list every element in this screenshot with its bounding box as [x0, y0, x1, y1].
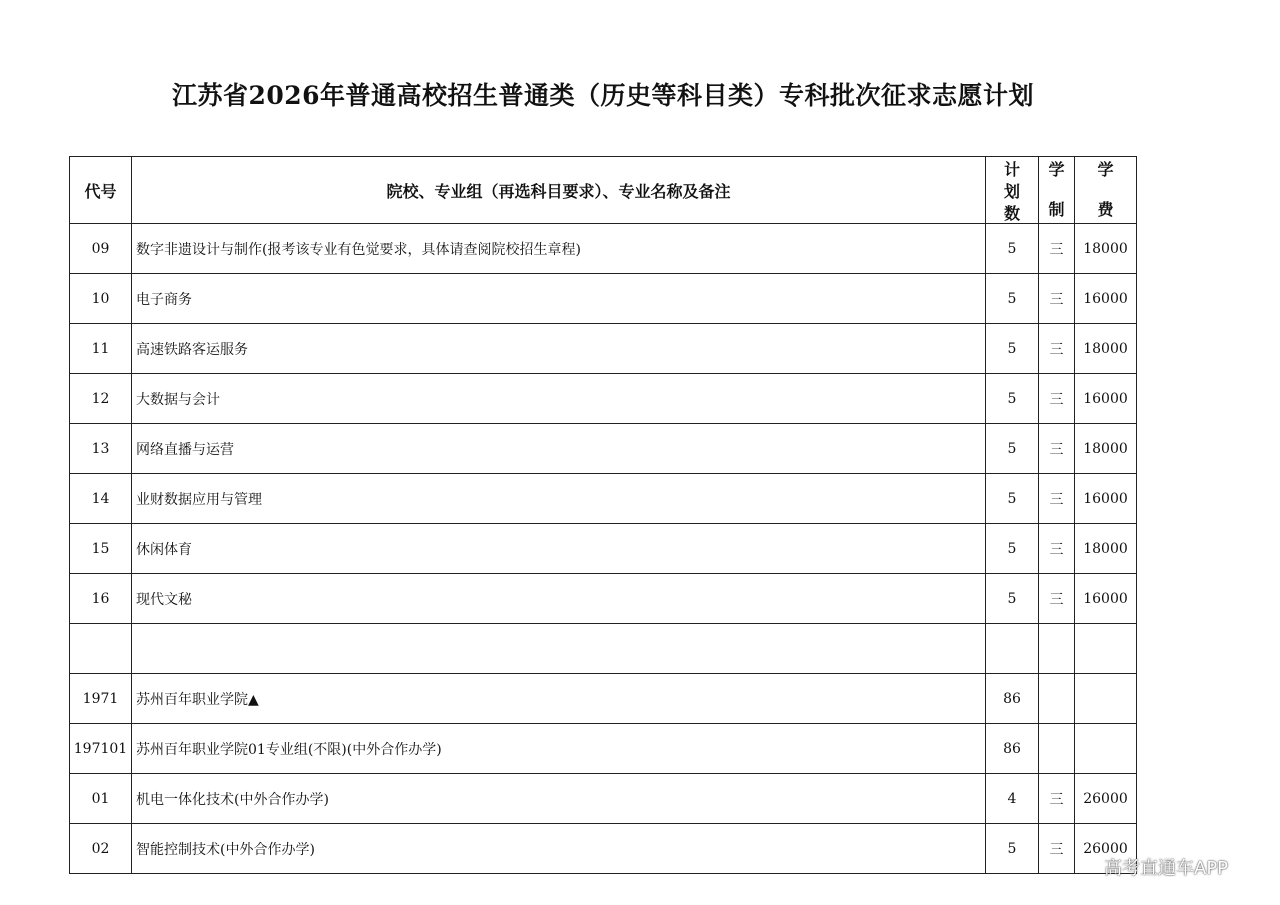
cell-plan: 86	[986, 724, 1039, 774]
cell-name: 机电一体化技术(中外合作办学)	[132, 774, 986, 824]
cell-code: 10	[70, 274, 132, 324]
cell-fee	[1075, 724, 1137, 774]
header-plan	[986, 157, 1039, 224]
cell-plan: 5	[986, 274, 1039, 324]
table-row	[70, 424, 1137, 474]
cell-fee	[1075, 624, 1137, 674]
watermark-text: 高考直通车APP	[1104, 858, 1229, 879]
cell-duration: 三	[1039, 274, 1075, 324]
cell-plan: 5	[986, 474, 1039, 524]
table-row-group	[70, 724, 1137, 774]
header-duration	[1039, 157, 1075, 224]
header-plan-char: 计	[1003, 160, 1020, 179]
header-duration-char: 学	[1048, 160, 1065, 179]
cell-plan: 5	[986, 374, 1039, 424]
cell-duration	[1039, 624, 1075, 674]
cell-plan: 5	[986, 324, 1039, 374]
cell-name: 高速铁路客运服务	[132, 324, 986, 374]
cell-duration: 三	[1039, 524, 1075, 574]
header-fee-char: 费	[1097, 200, 1114, 219]
cell-code: 15	[70, 524, 132, 574]
cell-fee: 26000	[1075, 774, 1137, 824]
cell-fee: 18000	[1075, 224, 1137, 274]
header-duration-char: 制	[1048, 200, 1065, 219]
cell-code: 13	[70, 424, 132, 474]
table-row	[70, 324, 1137, 374]
cell-code: 11	[70, 324, 132, 374]
cell-plan: 5	[986, 824, 1039, 874]
cell-name: 网络直播与运营	[132, 424, 986, 474]
cell-fee: 16000	[1075, 374, 1137, 424]
cell-name: 数字非遗设计与制作(报考该专业有色觉要求，具体请查阅院校招生章程)	[132, 224, 986, 274]
cell-name	[132, 624, 986, 674]
cell-name: 休闲体育	[132, 524, 986, 574]
cell-duration: 三	[1039, 224, 1075, 274]
cell-duration: 三	[1039, 574, 1075, 624]
table-row	[70, 374, 1137, 424]
cell-plan: 5	[986, 574, 1039, 624]
cell-fee	[1075, 674, 1137, 724]
cell-code: 197101	[70, 724, 132, 774]
cell-name: 业财数据应用与管理	[132, 474, 986, 524]
cell-code: 01	[70, 774, 132, 824]
cell-code	[70, 624, 132, 674]
cell-fee: 26000	[1075, 824, 1137, 874]
table-row	[70, 274, 1137, 324]
table-row	[70, 224, 1137, 274]
cell-duration: 三	[1039, 324, 1075, 374]
cell-code: 09	[70, 224, 132, 274]
cell-code: 02	[70, 824, 132, 874]
cell-name: 现代文秘	[132, 574, 986, 624]
cell-plan: 4	[986, 774, 1039, 824]
cell-duration: 三	[1039, 374, 1075, 424]
cell-plan: 5	[986, 224, 1039, 274]
cell-fee: 16000	[1075, 274, 1137, 324]
cell-duration: 三	[1039, 824, 1075, 874]
header-plan-char: 划	[1003, 182, 1020, 201]
cell-plan: 5	[986, 424, 1039, 474]
cell-duration: 三	[1039, 474, 1075, 524]
header-name: 院校、专业组（再选科目要求）、专业名称及备注	[132, 157, 986, 224]
cell-plan	[986, 624, 1039, 674]
table-row	[70, 474, 1137, 524]
cell-duration	[1039, 674, 1075, 724]
cell-name: 智能控制技术(中外合作办学)	[132, 824, 986, 874]
cell-code: 1971	[70, 674, 132, 724]
header-plan-char: 数	[1003, 204, 1020, 223]
cell-duration	[1039, 724, 1075, 774]
cell-name: 电子商务	[132, 274, 986, 324]
cell-duration: 三	[1039, 424, 1075, 474]
cell-fee: 18000	[1075, 324, 1137, 374]
cell-code: 16	[70, 574, 132, 624]
table-row	[70, 774, 1137, 824]
cell-plan: 5	[986, 524, 1039, 574]
table-row	[70, 574, 1137, 624]
cell-fee: 16000	[1075, 574, 1137, 624]
cell-name: 大数据与会计	[132, 374, 986, 424]
cell-duration: 三	[1039, 774, 1075, 824]
cell-fee: 18000	[1075, 524, 1137, 574]
header-code: 代号	[70, 157, 132, 224]
table-row-school	[70, 674, 1137, 724]
cell-fee: 16000	[1075, 474, 1137, 524]
header-fee	[1075, 157, 1137, 224]
cell-code: 14	[70, 474, 132, 524]
table-header-row	[70, 157, 1137, 224]
cell-name: 苏州百年职业学院01专业组(不限)(中外合作办学)	[132, 724, 986, 774]
cell-name: 苏州百年职业学院▲	[132, 674, 986, 724]
cell-plan: 86	[986, 674, 1039, 724]
table-row	[70, 524, 1137, 574]
table-row	[70, 824, 1137, 874]
page-title: 江苏省2026年普通高校招生普通类（历史等科目类）专科批次征求志愿计划	[171, 81, 1035, 110]
header-fee-char: 学	[1097, 160, 1114, 179]
cell-code: 12	[70, 374, 132, 424]
cell-fee: 18000	[1075, 424, 1137, 474]
enrollment-plan-table	[69, 156, 1137, 874]
table-row-empty	[70, 624, 1137, 674]
